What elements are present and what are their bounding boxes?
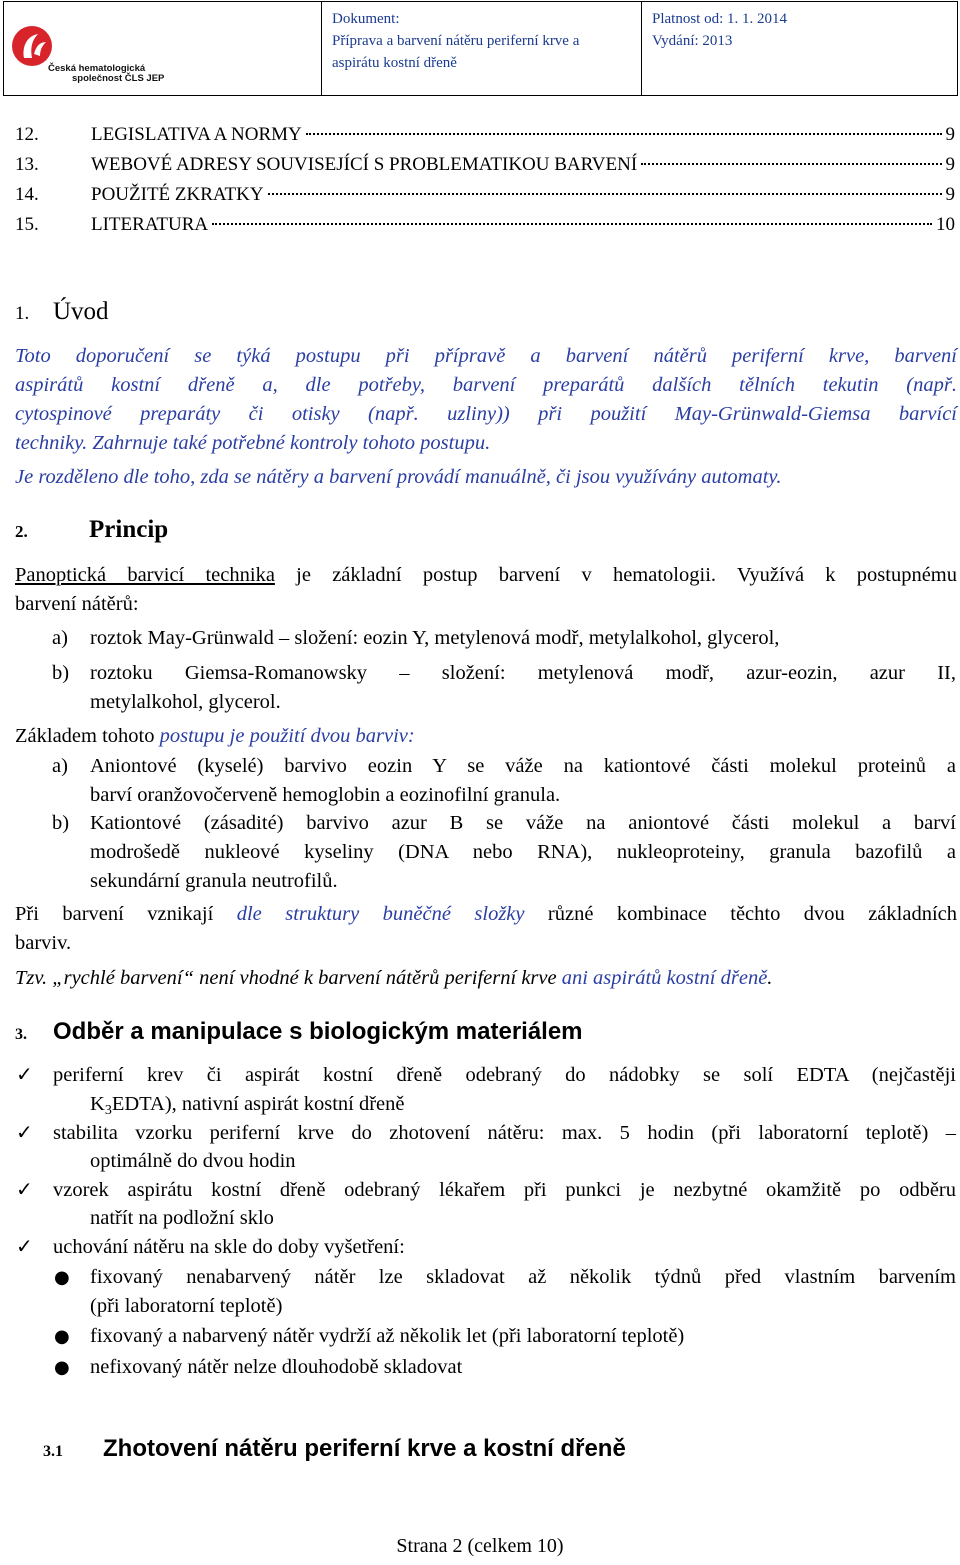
document-title-line2: aspirátu kostní dřeně [332,55,457,71]
list-item-text: roztoku Giemsa-Romanowsky – složení: metylenová modř, azur-eozin, azur II, [90,662,956,684]
text-line: techniky. Zahrnuje také potřebné kontroly tohoto postupu. [15,432,491,454]
paragraph-line [15,964,772,993]
toc-entry[interactable] [15,124,955,154]
list-item-text: natřít na podložní sklo [90,1207,274,1229]
paragraph-line: barvení nátěrů: [15,593,139,615]
text-span: Při barvení vznikají [15,903,237,925]
paragraph-line [15,900,957,929]
toc-number: 15. [15,214,39,235]
list-item-text: (při laboratorní teplotě) [90,1295,283,1317]
paragraph-line: barviv. [15,932,72,954]
validity-cell [642,2,957,95]
paragraph-line [15,561,957,590]
list-item-text: modrošedě nukleové kyseliny (DNA nebo RNA), nukleoproteiny, granula bazofilů a [90,841,956,863]
text-span: Tzv. „rychlé barvení“ není vhodné k barvení nátěrů periferní krve [15,967,562,989]
text-line: Toto doporučení se týká postupu při přípravě a barvení nátěrů periferní krve, barvení [15,345,957,367]
check-icon: ✓ [16,1120,33,1144]
list-item-text: periferní krev či aspirát kostní dřeně odebraný do nádobky se solí EDTA (nejčastěji [53,1064,956,1086]
section-number: 2. [15,522,28,541]
logo-text-line1: Česká hematologická [48,63,146,74]
list-item-text: stabilita vzorku periferní krve do zhotovení nátěru: max. 5 hodin (při laboratorní teplotě) – [53,1122,956,1144]
subscript: 3 [104,1103,112,1118]
text-span: různé kombinace těchto dvou základních [524,903,957,925]
document-title-cell [322,2,642,95]
bullet-icon: ● [54,1267,70,1288]
document-header [3,1,958,96]
toc-title: POUŽITÉ ZKRATKY [91,184,264,205]
list-label: b) [52,662,70,684]
text-span: je základní postup barvení v hematologii. Využívá k postupnému [274,564,957,586]
section-number: 3.1 [43,1443,63,1460]
toc-entry[interactable] [15,154,955,184]
toc-leader [641,163,941,165]
document-title-line1: Příprava a barvení nátěru periferní krve a [332,33,580,49]
logo-text-line2: společnost ČLS JEP [72,73,165,84]
text-span: . [767,967,773,989]
toc-entry[interactable] [15,184,955,214]
toc-leader [268,193,942,195]
list-item-text: nefixovaný nátěr nelze dlouhodobě skladovat [90,1356,463,1378]
toc-number: 13. [15,154,39,175]
list-label: b) [52,812,70,834]
text-line: cytospinové preparáty či otisky (např. uzliny)) při použití May-Grünwald-Giemsa barvící [15,403,957,425]
valid-from: Platnost od: 1. 1. 2014 [652,11,788,27]
section-1-body [15,342,957,492]
list-label: a) [52,755,68,777]
issue-year: Vydání: 2013 [652,33,733,49]
list-item-text: fixovaný nenabarvený nátěr lze skladovat až několik týdnů před vlastním barvením [90,1266,956,1288]
text-span: K [90,1093,105,1115]
list-item-text: Aniontové (kyselé) barvivo eozin Y se váže na kationtové části molekul proteinů a [90,755,956,777]
toc-page: 10 [936,214,955,235]
list-item-text: metylalkohol, glycerol. [90,691,281,713]
section-title: Úvod [53,298,109,325]
section-title: Princip [89,516,169,543]
text-line: aspirátů kostní dřeně a, dle potřeby, barvení preparátů dalších tělních tekutin (např. [15,374,957,396]
section-1-heading [15,298,109,326]
section-3-1-heading [43,1435,626,1463]
list-item-text: sekundární granula neutrofilů. [90,870,338,892]
document-label: Dokument: [332,11,400,27]
bullet-icon: ● [54,1357,70,1378]
toc-title: LEGISLATIVA A NORMY [91,124,302,145]
toc-entry[interactable] [15,214,955,244]
toc-title: WEBOVÉ ADRESY SOUVISEJÍCÍ S PROBLEMATIKOU BARVENÍ [91,154,638,175]
section-title: Zhotovení nátěru periferní krve a kostní dřeně [103,1435,626,1462]
toc-page: 9 [945,154,955,175]
toc-number: 12. [15,124,39,145]
list-label: a) [52,627,68,649]
list-item-text: barví oranžovočerveně hemoglobin a eozinofilní granula. [90,784,561,806]
text-span: EDTA), nativní aspirát kostní dřeně [111,1093,405,1115]
section-number: 3. [15,1026,27,1043]
bullet-icon: ● [54,1326,70,1347]
list-item-text: uchování nátěru na skle do doby vyšetření: [53,1236,405,1258]
toc-title: LITERATURA [91,214,209,235]
list-item-text: fixovaný a nabarvený nátěr vydrží až několik let (při laboratorní teplotě) [90,1325,685,1347]
emphasis-span: postupu je použití dvou barviv: [159,725,415,747]
check-icon: ✓ [16,1062,33,1086]
toc-number: 14. [15,184,39,205]
text-span: Základem tohoto [15,725,160,747]
toc-page: 9 [945,184,955,205]
emphasis-span: ani aspirátů kostní dřeně [561,967,768,989]
list-item-text: Kationtové (zásadité) barvivo azur B se váže na aniontové části molekul a barví [90,812,956,834]
toc-leader [306,133,942,135]
section-title: Odběr a manipulace s biologickým materiálem [53,1018,583,1045]
list-item-text: optimálně do dvou hodin [90,1150,296,1172]
toc-leader [212,223,932,225]
text-line: Je rozděleno dle toho, zda se nátěry a barvení provádí manuálně, či jsou využívány automaty. [15,466,782,488]
paragraph-line [15,722,415,751]
list-item-text: roztok May-Grünwald – složení: eozin Y, metylenová modř, metylalkohol, glycerol, [90,627,780,649]
table-of-contents [15,124,955,244]
check-icon: ✓ [16,1177,33,1201]
section-number: 1. [15,303,30,324]
list-item-text: vzorek aspirátu kostní dřeně odebraný lékařem při punkci je nezbytné okamžitě po odběru [53,1179,956,1201]
term-link[interactable]: Panoptická barvicí technika [15,564,275,586]
page-footer: Strana 2 (celkem 10) [396,1535,564,1557]
toc-page: 9 [945,124,955,145]
section-3-heading [15,1018,583,1046]
check-icon: ✓ [16,1234,33,1258]
emphasis-span: dle struktury buněčné složky [236,903,525,925]
chs-logo-icon [10,24,54,68]
section-2-heading [15,516,168,544]
logo-cell [4,2,322,95]
